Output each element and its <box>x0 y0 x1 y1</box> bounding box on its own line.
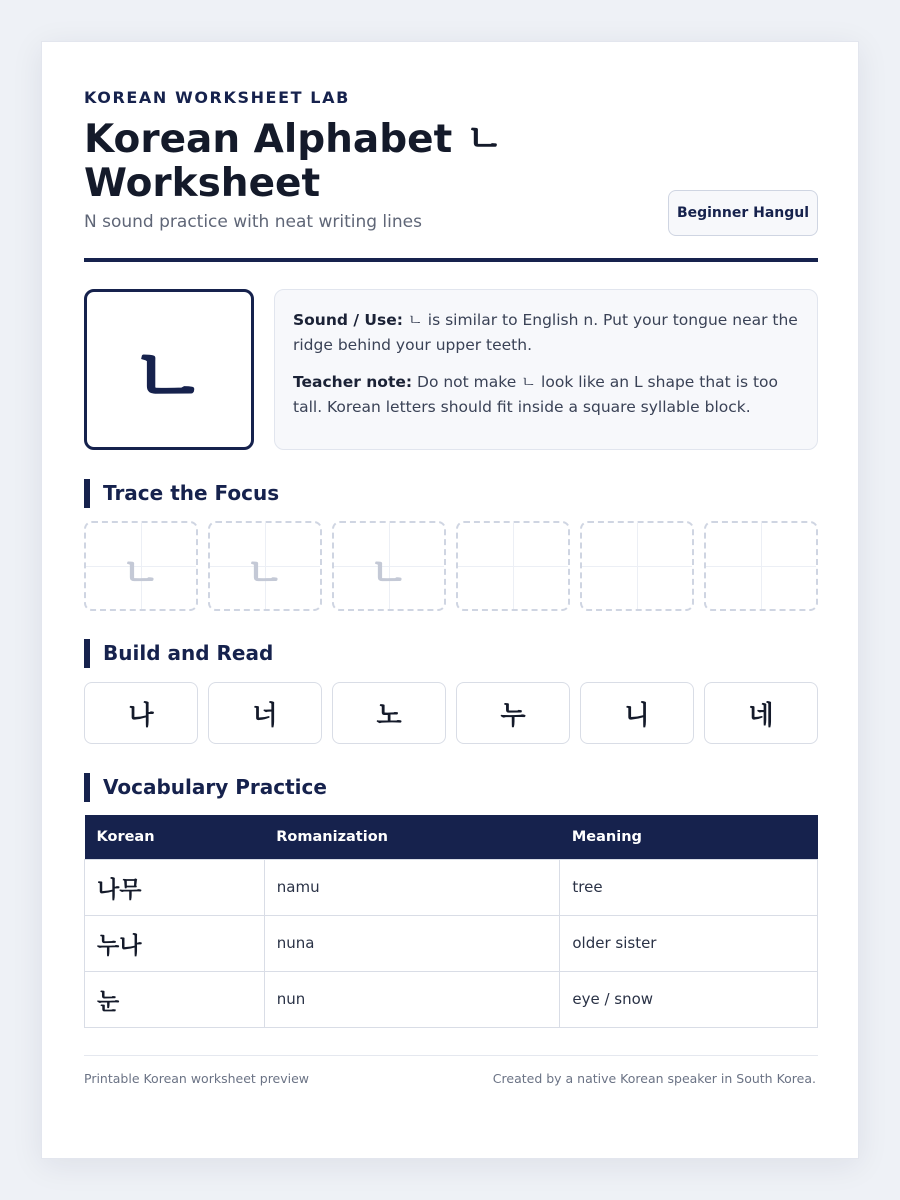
meaning: eye / snow <box>560 971 818 1027</box>
column-header: Romanization <box>264 815 560 859</box>
syllable-card: 너 <box>208 682 322 744</box>
trace-glyph: ㄴ <box>369 549 409 596</box>
worksheet-page <box>41 41 859 1159</box>
trace-glyph: ㄴ <box>121 549 161 596</box>
korean-word: 나무 <box>85 859 265 915</box>
romanization: nun <box>264 971 560 1027</box>
column-header: Meaning <box>560 815 818 859</box>
table-row <box>85 915 818 971</box>
letter-info-panel <box>274 289 818 450</box>
trace-box <box>704 521 818 611</box>
vocab-heading: Vocabulary Practice <box>84 773 327 802</box>
focus-letter-card: ㄴ <box>84 289 254 450</box>
build-heading: Build and Read <box>84 639 273 668</box>
syllable-card: 누 <box>456 682 570 744</box>
level-badge: Beginner Hangul <box>668 190 818 236</box>
brand-label: KOREAN WORKSHEET LAB <box>84 88 350 107</box>
trace-box <box>208 521 322 611</box>
footer-preview-note: Printable Korean worksheet preview <box>84 1071 310 1086</box>
teacher-note-label: Teacher note: <box>293 373 413 391</box>
syllable-card: 니 <box>580 682 694 744</box>
page-title: Korean Alphabet ㄴ Worksheet <box>84 117 504 206</box>
korean-word: 눈 <box>85 971 265 1027</box>
footer-divider <box>84 1055 818 1056</box>
teacher-note-text: Do not make ㄴ look like an L shape that is too tall. Korean letters should fit inside a square syllable block. <box>293 373 778 416</box>
trace-box <box>456 521 570 611</box>
vocab-header-row <box>85 815 818 859</box>
romanization: namu <box>264 859 560 915</box>
trace-glyph: ㄴ <box>245 549 285 596</box>
korean-word: 누나 <box>85 915 265 971</box>
syllable-grid <box>84 682 818 744</box>
trace-box <box>332 521 446 611</box>
syllable-card: 노 <box>332 682 446 744</box>
header-divider <box>84 258 818 262</box>
trace-box <box>580 521 694 611</box>
trace-grid <box>84 521 818 611</box>
syllable-card: 네 <box>704 682 818 744</box>
page-subtitle: N sound practice with neat writing lines <box>84 212 422 232</box>
trace-heading: Trace the Focus <box>84 479 279 508</box>
romanization: nuna <box>264 915 560 971</box>
trace-box <box>84 521 198 611</box>
sound-label: Sound / Use: <box>293 311 403 329</box>
table-row <box>85 859 818 915</box>
vocab-table <box>84 815 818 1028</box>
sound-note <box>293 308 799 358</box>
sound-text: ㄴ is similar to English n. Put your tongue near the ridge behind your upper teeth. <box>293 311 798 354</box>
meaning: older sister <box>560 915 818 971</box>
syllable-card: 나 <box>84 682 198 744</box>
meaning: tree <box>560 859 818 915</box>
table-row <box>85 971 818 1027</box>
teacher-note <box>293 370 799 420</box>
column-header: Korean <box>85 815 265 859</box>
footer-credit: Created by a native Korean speaker in South Korea. <box>492 1071 816 1086</box>
